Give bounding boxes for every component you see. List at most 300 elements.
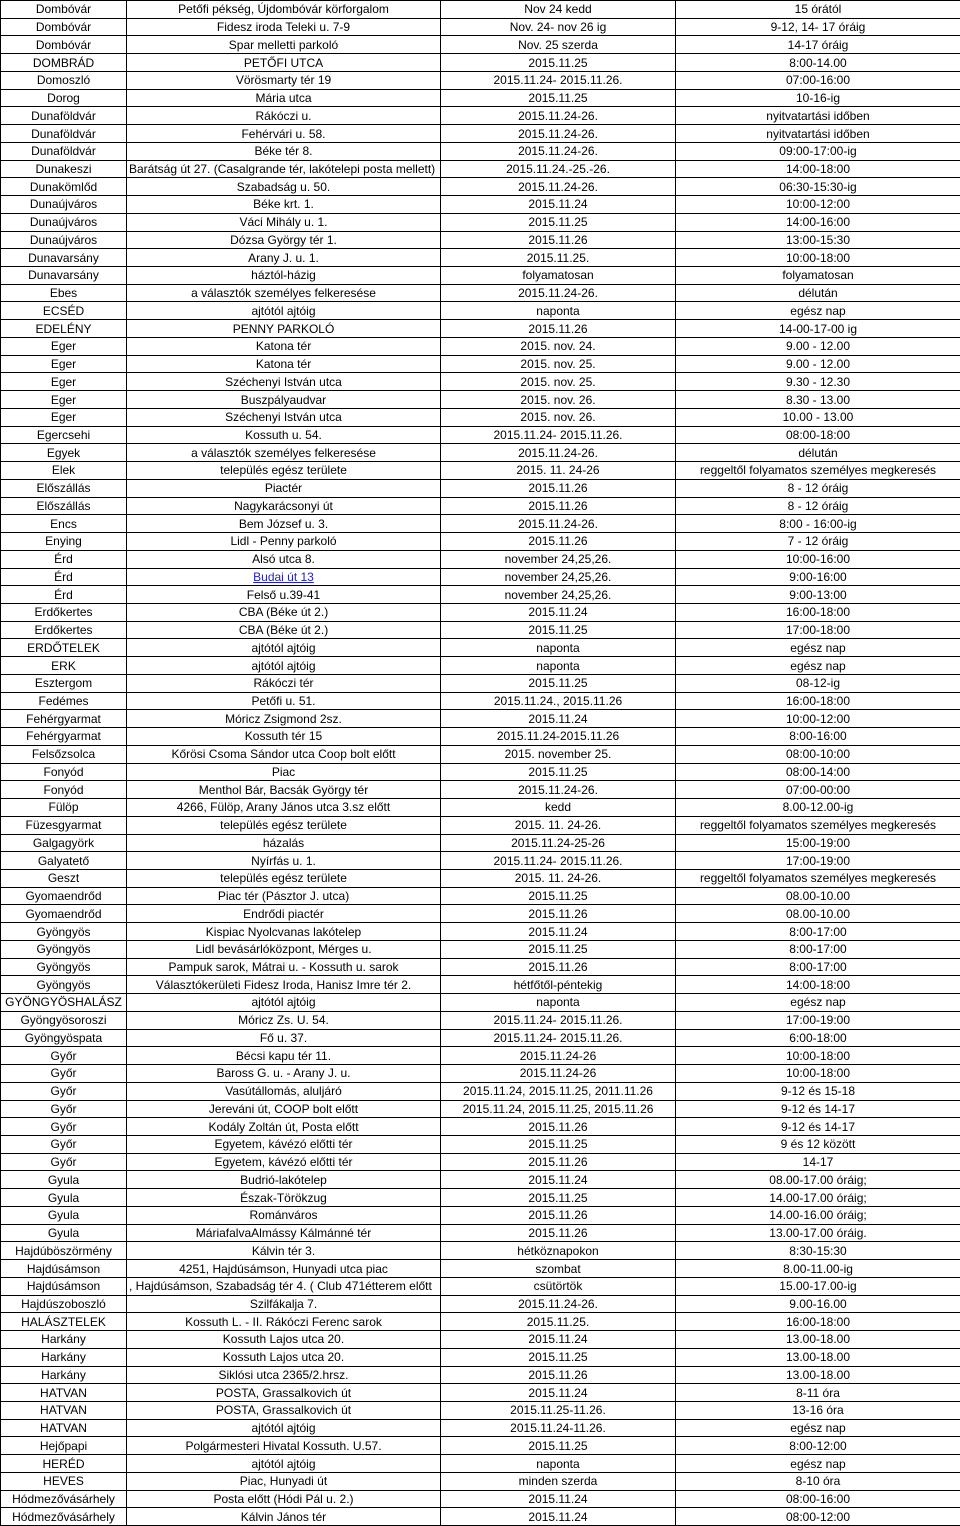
cell-time: 16:00-18:00 bbox=[676, 603, 960, 621]
table-row bbox=[1, 515, 960, 533]
table-row bbox=[1, 1065, 960, 1083]
cell-time: 9-12, 14- 17 óráig bbox=[676, 18, 960, 36]
cell-date: 2015.11.26 bbox=[441, 1366, 676, 1384]
cell-location: 4251, Hajdúsámson, Hunyadi utca piac bbox=[127, 1260, 441, 1278]
cell-time: 13-16 óra bbox=[676, 1402, 960, 1420]
cell-town: Hódmezővásárhely bbox=[1, 1508, 127, 1526]
cell-time: nyitvatartási időben bbox=[676, 125, 960, 143]
cell-time: 10-16-ig bbox=[676, 89, 960, 107]
cell-town: Elek bbox=[1, 462, 127, 480]
table-row bbox=[1, 621, 960, 639]
table-row bbox=[1, 1171, 960, 1189]
cell-location: , Hajdúsámson, Szabadság tér 4. ( Club 471étterem előtt bbox=[127, 1277, 441, 1295]
table-row bbox=[1, 586, 960, 604]
cell-time: nyitvatartási időben bbox=[676, 107, 960, 125]
cell-date: 2015.11.24 bbox=[441, 710, 676, 728]
table-row bbox=[1, 692, 960, 710]
table-row bbox=[1, 657, 960, 675]
cell-date: 2015.11.26 bbox=[441, 1118, 676, 1136]
cell-date: 2015.11.25 bbox=[441, 1136, 676, 1154]
cell-date: 2015. nov. 24. bbox=[441, 337, 676, 355]
table-row bbox=[1, 550, 960, 568]
table-row bbox=[1, 799, 960, 817]
cell-time: 8 - 12 óráig bbox=[676, 497, 960, 515]
cell-time: 14-17 bbox=[676, 1153, 960, 1171]
cell-date: Nov 24 kedd bbox=[441, 1, 676, 19]
cell-date: 2015.11.25 bbox=[441, 1348, 676, 1366]
cell-date: 2015.11.26 bbox=[441, 905, 676, 923]
cell-location: Kossuth tér 15 bbox=[127, 728, 441, 746]
cell-location: háztól-házig bbox=[127, 267, 441, 285]
cell-time: egész nap bbox=[676, 1419, 960, 1437]
table-row bbox=[1, 1, 960, 19]
cell-town: Erdőkertes bbox=[1, 621, 127, 639]
cell-town: Füzesgyarmat bbox=[1, 816, 127, 834]
table-row bbox=[1, 1153, 960, 1171]
cell-location: Választókerületi Fidesz Iroda, Hanisz Imre tér 2. bbox=[127, 976, 441, 994]
table-row bbox=[1, 36, 960, 54]
cell-time: 14.00-16.00 óráig; bbox=[676, 1206, 960, 1224]
table-row bbox=[1, 1472, 960, 1490]
table-row bbox=[1, 160, 960, 178]
cell-time: 13.00-18.00 bbox=[676, 1366, 960, 1384]
cell-date: 2015.11.24 bbox=[441, 1171, 676, 1189]
table-row bbox=[1, 1384, 960, 1402]
cell-town: GYÖNGYÖSHALÁSZ bbox=[1, 994, 127, 1012]
cell-town: Győr bbox=[1, 1082, 127, 1100]
cell-time: 8 - 12 óráig bbox=[676, 479, 960, 497]
cell-location: CBA (Béke út 2.) bbox=[127, 621, 441, 639]
cell-town: Egyek bbox=[1, 444, 127, 462]
cell-location: Arany J. u. 1. bbox=[127, 249, 441, 267]
table-row bbox=[1, 391, 960, 409]
cell-town: Gyöngyös bbox=[1, 940, 127, 958]
cell-date: 2015.11.26 bbox=[441, 497, 676, 515]
cell-time: 06:30-15:30-ig bbox=[676, 178, 960, 196]
cell-date: 2015.11.24, 2015.11.25, 2015.11.26 bbox=[441, 1100, 676, 1118]
cell-town: Dunakömlőd bbox=[1, 178, 127, 196]
cell-town: Eger bbox=[1, 355, 127, 373]
cell-date: 2015.11.24-26. bbox=[441, 125, 676, 143]
cell-date: Nov. 24- nov 26 ig bbox=[441, 18, 676, 36]
cell-location: Piac bbox=[127, 763, 441, 781]
cell-location: Alsó utca 8. bbox=[127, 550, 441, 568]
cell-date: 2015.11.25 bbox=[441, 887, 676, 905]
table-row bbox=[1, 745, 960, 763]
cell-date: 2015.11.26 bbox=[441, 1153, 676, 1171]
cell-date: 2015.11.24 bbox=[441, 196, 676, 214]
table-row bbox=[1, 603, 960, 621]
cell-time: 8-10 óra bbox=[676, 1472, 960, 1490]
cell-location[interactable]: Budai út 13 bbox=[127, 568, 441, 586]
cell-date: 2015.11.25. bbox=[441, 1313, 676, 1331]
cell-town: Gyula bbox=[1, 1206, 127, 1224]
cell-date: 2015.11.25 bbox=[441, 621, 676, 639]
cell-town: Dunaújváros bbox=[1, 231, 127, 249]
cell-location: Kálvin János tér bbox=[127, 1508, 441, 1526]
cell-time: 9-12 és 15-18 bbox=[676, 1082, 960, 1100]
cell-date: 2015. 11. 24-26. bbox=[441, 869, 676, 887]
cell-time: 9.00-16.00 bbox=[676, 1295, 960, 1313]
cell-time: 9 és 12 között bbox=[676, 1136, 960, 1154]
cell-town: Hajdúszoboszló bbox=[1, 1295, 127, 1313]
cell-town: Galyatető bbox=[1, 852, 127, 870]
cell-date: 2015.11.25. bbox=[441, 249, 676, 267]
cell-time: 07:00-00:00 bbox=[676, 781, 960, 799]
cell-location: házalás bbox=[127, 834, 441, 852]
cell-time: 9.30 - 12.30 bbox=[676, 373, 960, 391]
cell-location: Rákóczi u. bbox=[127, 107, 441, 125]
cell-time: 15:00-19:00 bbox=[676, 834, 960, 852]
table-row bbox=[1, 1047, 960, 1065]
cell-location: Buszpályaudvar bbox=[127, 391, 441, 409]
cell-town: Hajdúsámson bbox=[1, 1260, 127, 1278]
cell-date: szombat bbox=[441, 1260, 676, 1278]
table-row bbox=[1, 89, 960, 107]
cell-date: 2015.11.24-26 bbox=[441, 1065, 676, 1083]
cell-town: HALÁSZTELEK bbox=[1, 1313, 127, 1331]
cell-time: egész nap bbox=[676, 302, 960, 320]
cell-location: Petőfi pékség, Újdombóvár körforgalom bbox=[127, 1, 441, 19]
cell-town: ERDŐTELEK bbox=[1, 639, 127, 657]
cell-town: Fehérgyarmat bbox=[1, 728, 127, 746]
cell-date: 2015.11.24 bbox=[441, 1331, 676, 1349]
cell-town: Dunaújváros bbox=[1, 213, 127, 231]
table-row bbox=[1, 107, 960, 125]
cell-date: 2015.11.24., 2015.11.26 bbox=[441, 692, 676, 710]
table-row bbox=[1, 1118, 960, 1136]
cell-location: Pampuk sarok, Mátrai u. - Kossuth u. sarok bbox=[127, 958, 441, 976]
cell-location: Kossuth Lajos utca 20. bbox=[127, 1348, 441, 1366]
table-row bbox=[1, 834, 960, 852]
table-row bbox=[1, 1437, 960, 1455]
cell-time: 09:00-17:00-ig bbox=[676, 142, 960, 160]
cell-date: 2015.11.24- 2015.11.26. bbox=[441, 426, 676, 444]
cell-date: folyamatosan bbox=[441, 267, 676, 285]
cell-date: 2015.11.25 bbox=[441, 1189, 676, 1207]
cell-time: 10:00-16:00 bbox=[676, 550, 960, 568]
table-row bbox=[1, 905, 960, 923]
cell-date: 2015.11.24-26. bbox=[441, 781, 676, 799]
cell-town: Érd bbox=[1, 586, 127, 604]
table-row bbox=[1, 940, 960, 958]
cell-date: 2015.11.26 bbox=[441, 958, 676, 976]
cell-location: POSTA, Grassalkovich út bbox=[127, 1402, 441, 1420]
cell-location: Szilfákalja 7. bbox=[127, 1295, 441, 1313]
cell-location: Kőrösi Csoma Sándor utca Coop bolt előtt bbox=[127, 745, 441, 763]
table-row bbox=[1, 1082, 960, 1100]
cell-time: 13:00-15:30 bbox=[676, 231, 960, 249]
table-row bbox=[1, 1348, 960, 1366]
table-row bbox=[1, 284, 960, 302]
cell-town: Eger bbox=[1, 408, 127, 426]
cell-time: 8:30-15:30 bbox=[676, 1242, 960, 1260]
cell-time: 6:00-18:00 bbox=[676, 1029, 960, 1047]
cell-time: 9.00 - 12.00 bbox=[676, 337, 960, 355]
cell-time: 14:00-18:00 bbox=[676, 976, 960, 994]
cell-location: Petőfi u. 51. bbox=[127, 692, 441, 710]
cell-date: kedd bbox=[441, 799, 676, 817]
cell-town: HERÉD bbox=[1, 1455, 127, 1473]
cell-town: Enying bbox=[1, 533, 127, 551]
cell-town: HATVAN bbox=[1, 1384, 127, 1402]
table-row bbox=[1, 923, 960, 941]
cell-date: 2015.11.24, 2015.11.25, 2011.11.26 bbox=[441, 1082, 676, 1100]
cell-location: ajtótól ajtóig bbox=[127, 302, 441, 320]
cell-date: 2015.11.24-26. bbox=[441, 515, 676, 533]
table-row bbox=[1, 728, 960, 746]
cell-town: Fonyód bbox=[1, 763, 127, 781]
cell-date: 2015. nov. 26. bbox=[441, 391, 676, 409]
cell-time: 16:00-18:00 bbox=[676, 1313, 960, 1331]
table-row bbox=[1, 18, 960, 36]
table-row bbox=[1, 337, 960, 355]
cell-date: 2015. nov. 26. bbox=[441, 408, 676, 426]
cell-time: reggeltől folyamatos személyes megkeresés bbox=[676, 816, 960, 834]
cell-town: Gyöngyöspata bbox=[1, 1029, 127, 1047]
cell-time: 14.00-17.00 óráig; bbox=[676, 1189, 960, 1207]
cell-date: 2015. 11. 24-26 bbox=[441, 462, 676, 480]
cell-location: Siklósi utca 2365/2.hrsz. bbox=[127, 1366, 441, 1384]
cell-time: délután bbox=[676, 444, 960, 462]
cell-town: Dombóvár bbox=[1, 1, 127, 19]
cell-location: Endrődi piactér bbox=[127, 905, 441, 923]
cell-town: Dunakeszi bbox=[1, 160, 127, 178]
cell-date: november 24,25,26. bbox=[441, 586, 676, 604]
cell-location: Rákóczi tér bbox=[127, 674, 441, 692]
cell-location: Szabadság u. 50. bbox=[127, 178, 441, 196]
cell-time: 9.00 - 12.00 bbox=[676, 355, 960, 373]
cell-date: 2015.11.25-11.26. bbox=[441, 1402, 676, 1420]
cell-location: Spar melletti parkoló bbox=[127, 36, 441, 54]
cell-location: Menthol Bár, Bacsák György tér bbox=[127, 781, 441, 799]
cell-town: DOMBRÁD bbox=[1, 54, 127, 72]
cell-date: minden szerda bbox=[441, 1472, 676, 1490]
cell-date: 2015.11.24-26. bbox=[441, 178, 676, 196]
table-row bbox=[1, 1490, 960, 1508]
cell-town: Esztergom bbox=[1, 674, 127, 692]
table-row bbox=[1, 1295, 960, 1313]
cell-time: 14:00-18:00 bbox=[676, 160, 960, 178]
table-row bbox=[1, 533, 960, 551]
cell-location: Lidl bevásárlóközpont, Mérges u. bbox=[127, 940, 441, 958]
table-row bbox=[1, 479, 960, 497]
cell-time: 14:00-16:00 bbox=[676, 213, 960, 231]
table-row bbox=[1, 497, 960, 515]
cell-time: 16:00-18:00 bbox=[676, 692, 960, 710]
cell-town: Dunavarsány bbox=[1, 267, 127, 285]
cell-town: Hódmezővásárhely bbox=[1, 1490, 127, 1508]
table-row bbox=[1, 763, 960, 781]
cell-location: Dózsa György tér 1. bbox=[127, 231, 441, 249]
cell-location: Egyetem, kávézó előtti tér bbox=[127, 1136, 441, 1154]
cell-date: 2015.11.25 bbox=[441, 54, 676, 72]
cell-date: naponta bbox=[441, 657, 676, 675]
cell-time: 10:00-18:00 bbox=[676, 249, 960, 267]
cell-town: Győr bbox=[1, 1118, 127, 1136]
table-row bbox=[1, 1402, 960, 1420]
cell-location: Jereváni út, COOP bolt előtt bbox=[127, 1100, 441, 1118]
cell-time: egész nap bbox=[676, 639, 960, 657]
cell-town: Domoszló bbox=[1, 71, 127, 89]
cell-town: Gyöngyös bbox=[1, 923, 127, 941]
cell-time: egész nap bbox=[676, 1455, 960, 1473]
cell-time: 08.00-10.00 bbox=[676, 905, 960, 923]
table-row bbox=[1, 54, 960, 72]
cell-location: Vörösmarty tér 19 bbox=[127, 71, 441, 89]
cell-time: 8:00-17:00 bbox=[676, 958, 960, 976]
cell-location: Fő u. 37. bbox=[127, 1029, 441, 1047]
table-row bbox=[1, 196, 960, 214]
cell-time: 7 - 12 óráig bbox=[676, 533, 960, 551]
cell-time: 10.00 - 13.00 bbox=[676, 408, 960, 426]
cell-time: 9:00-13:00 bbox=[676, 586, 960, 604]
cell-town: Dunavarsány bbox=[1, 249, 127, 267]
cell-date: 2015.11.26 bbox=[441, 479, 676, 497]
table-row bbox=[1, 1277, 960, 1295]
cell-town: Fülöp bbox=[1, 799, 127, 817]
table-row bbox=[1, 710, 960, 728]
cell-town: Felsőzsolca bbox=[1, 745, 127, 763]
cell-date: 2015. 11. 24-26. bbox=[441, 816, 676, 834]
cell-date: 2015.11.24- 2015.11.26. bbox=[441, 71, 676, 89]
cell-time: 8-11 óra bbox=[676, 1384, 960, 1402]
cell-location: Posta előtt (Hódi Pál u. 2.) bbox=[127, 1490, 441, 1508]
cell-date: 2015.11.24 bbox=[441, 1490, 676, 1508]
cell-time: 08:00-18:00 bbox=[676, 426, 960, 444]
cell-date: Nov. 25 szerda bbox=[441, 36, 676, 54]
cell-location: CBA (Béke út 2.) bbox=[127, 603, 441, 621]
cell-location: Barátság út 27. (Casalgrande tér, lakótelepi posta mellett) bbox=[127, 160, 441, 178]
cell-date: november 24,25,26. bbox=[441, 550, 676, 568]
cell-location: Fidesz iroda Teleki u. 7-9 bbox=[127, 18, 441, 36]
cell-time: 9-12 és 14-17 bbox=[676, 1100, 960, 1118]
table-row bbox=[1, 1313, 960, 1331]
cell-town: Győr bbox=[1, 1047, 127, 1065]
cell-date: 2015.11.24.-25.-26. bbox=[441, 160, 676, 178]
table-row bbox=[1, 1366, 960, 1384]
cell-location: PETŐFI UTCA bbox=[127, 54, 441, 72]
cell-date: 2015. nov. 25. bbox=[441, 355, 676, 373]
cell-location: Piac, Hunyadi út bbox=[127, 1472, 441, 1490]
cell-location: Katona tér bbox=[127, 355, 441, 373]
cell-location: ajtótól ajtóig bbox=[127, 1455, 441, 1473]
table-row bbox=[1, 267, 960, 285]
table-row bbox=[1, 568, 960, 586]
cell-town: Fehérgyarmat bbox=[1, 710, 127, 728]
cell-town: Előszállás bbox=[1, 497, 127, 515]
cell-date: 2015.11.24- 2015.11.26. bbox=[441, 1011, 676, 1029]
cell-time: 10:00-18:00 bbox=[676, 1047, 960, 1065]
cell-location: település egész területe bbox=[127, 462, 441, 480]
cell-time: 8.00-11.00-ig bbox=[676, 1260, 960, 1278]
cell-date: 2015.11.25 bbox=[441, 940, 676, 958]
cell-town: Geszt bbox=[1, 869, 127, 887]
cell-time: folyamatosan bbox=[676, 267, 960, 285]
cell-date: 2015.11.24-2015.11.26 bbox=[441, 728, 676, 746]
cell-time: 13.00-18.00 bbox=[676, 1348, 960, 1366]
cell-time: 15.00-17.00-ig bbox=[676, 1277, 960, 1295]
cell-date: 2015.11.24 bbox=[441, 923, 676, 941]
cell-date: 2015. nov. 25. bbox=[441, 373, 676, 391]
cell-location: ajtótól ajtóig bbox=[127, 1419, 441, 1437]
cell-date: 2015.11.24-26. bbox=[441, 1295, 676, 1313]
cell-date: 2015.11.24-25-26 bbox=[441, 834, 676, 852]
cell-location: Felső u.39-41 bbox=[127, 586, 441, 604]
cell-time: 17:00-19:00 bbox=[676, 1011, 960, 1029]
cell-location: Fehérvári u. 58. bbox=[127, 125, 441, 143]
table-row bbox=[1, 1455, 960, 1473]
cell-town: Harkány bbox=[1, 1366, 127, 1384]
cell-location: Nagykarácsonyi út bbox=[127, 497, 441, 515]
table-row bbox=[1, 781, 960, 799]
cell-location: Katona tér bbox=[127, 337, 441, 355]
cell-town: Győr bbox=[1, 1153, 127, 1171]
cell-time: reggeltől folyamatos személyes megkeresés bbox=[676, 869, 960, 887]
cell-date: 2015.11.24 bbox=[441, 1508, 676, 1526]
cell-location: Románváros bbox=[127, 1206, 441, 1224]
cell-location: MáriafalvaAlmássy Kálmánné tér bbox=[127, 1224, 441, 1242]
table-row bbox=[1, 231, 960, 249]
cell-town: Dunaföldvár bbox=[1, 107, 127, 125]
cell-town: HATVAN bbox=[1, 1419, 127, 1437]
table-row bbox=[1, 302, 960, 320]
cell-town: Érd bbox=[1, 550, 127, 568]
table-row bbox=[1, 1331, 960, 1349]
cell-location: Váci Mihály u. 1. bbox=[127, 213, 441, 231]
table-row bbox=[1, 1100, 960, 1118]
table-row bbox=[1, 1242, 960, 1260]
cell-location: Kossuth L. - II. Rákóczi Ferenc sarok bbox=[127, 1313, 441, 1331]
table-row bbox=[1, 958, 960, 976]
cell-time: 9-12 és 14-17 bbox=[676, 1118, 960, 1136]
table-row bbox=[1, 1260, 960, 1278]
cell-location: település egész területe bbox=[127, 816, 441, 834]
cell-date: naponta bbox=[441, 302, 676, 320]
cell-date: 2015.11.24-26. bbox=[441, 284, 676, 302]
cell-town: Érd bbox=[1, 568, 127, 586]
cell-town: Dunaföldvár bbox=[1, 125, 127, 143]
cell-time: 10:00-12:00 bbox=[676, 196, 960, 214]
cell-town: Erdőkertes bbox=[1, 603, 127, 621]
cell-town: Fedémes bbox=[1, 692, 127, 710]
cell-town: ECSÉD bbox=[1, 302, 127, 320]
cell-date: 2015.11.26 bbox=[441, 1224, 676, 1242]
cell-town: Gyöngyös bbox=[1, 958, 127, 976]
cell-date: 2015. november 25. bbox=[441, 745, 676, 763]
table-row bbox=[1, 1029, 960, 1047]
cell-town: Gyomaendrőd bbox=[1, 905, 127, 923]
cell-location: Bem József u. 3. bbox=[127, 515, 441, 533]
cell-time: 08:00-12:00 bbox=[676, 1508, 960, 1526]
cell-town: Győr bbox=[1, 1136, 127, 1154]
table-row bbox=[1, 408, 960, 426]
cell-town: HATVAN bbox=[1, 1402, 127, 1420]
cell-date: hétköznapokon bbox=[441, 1242, 676, 1260]
cell-date: 2015.11.26 bbox=[441, 231, 676, 249]
cell-town: Előszállás bbox=[1, 479, 127, 497]
cell-location: Polgármesteri Hivatal Kossuth. U.57. bbox=[127, 1437, 441, 1455]
cell-time: 13.00-18.00 bbox=[676, 1331, 960, 1349]
cell-town: Galgagyörk bbox=[1, 834, 127, 852]
cell-town: Eger bbox=[1, 373, 127, 391]
cell-town: Hejőpapi bbox=[1, 1437, 127, 1455]
cell-date: november 24,25,26. bbox=[441, 568, 676, 586]
cell-time: egész nap bbox=[676, 994, 960, 1012]
cell-location: település egész területe bbox=[127, 869, 441, 887]
cell-location: POSTA, Grassalkovich út bbox=[127, 1384, 441, 1402]
cell-time: 8:00-16:00 bbox=[676, 728, 960, 746]
